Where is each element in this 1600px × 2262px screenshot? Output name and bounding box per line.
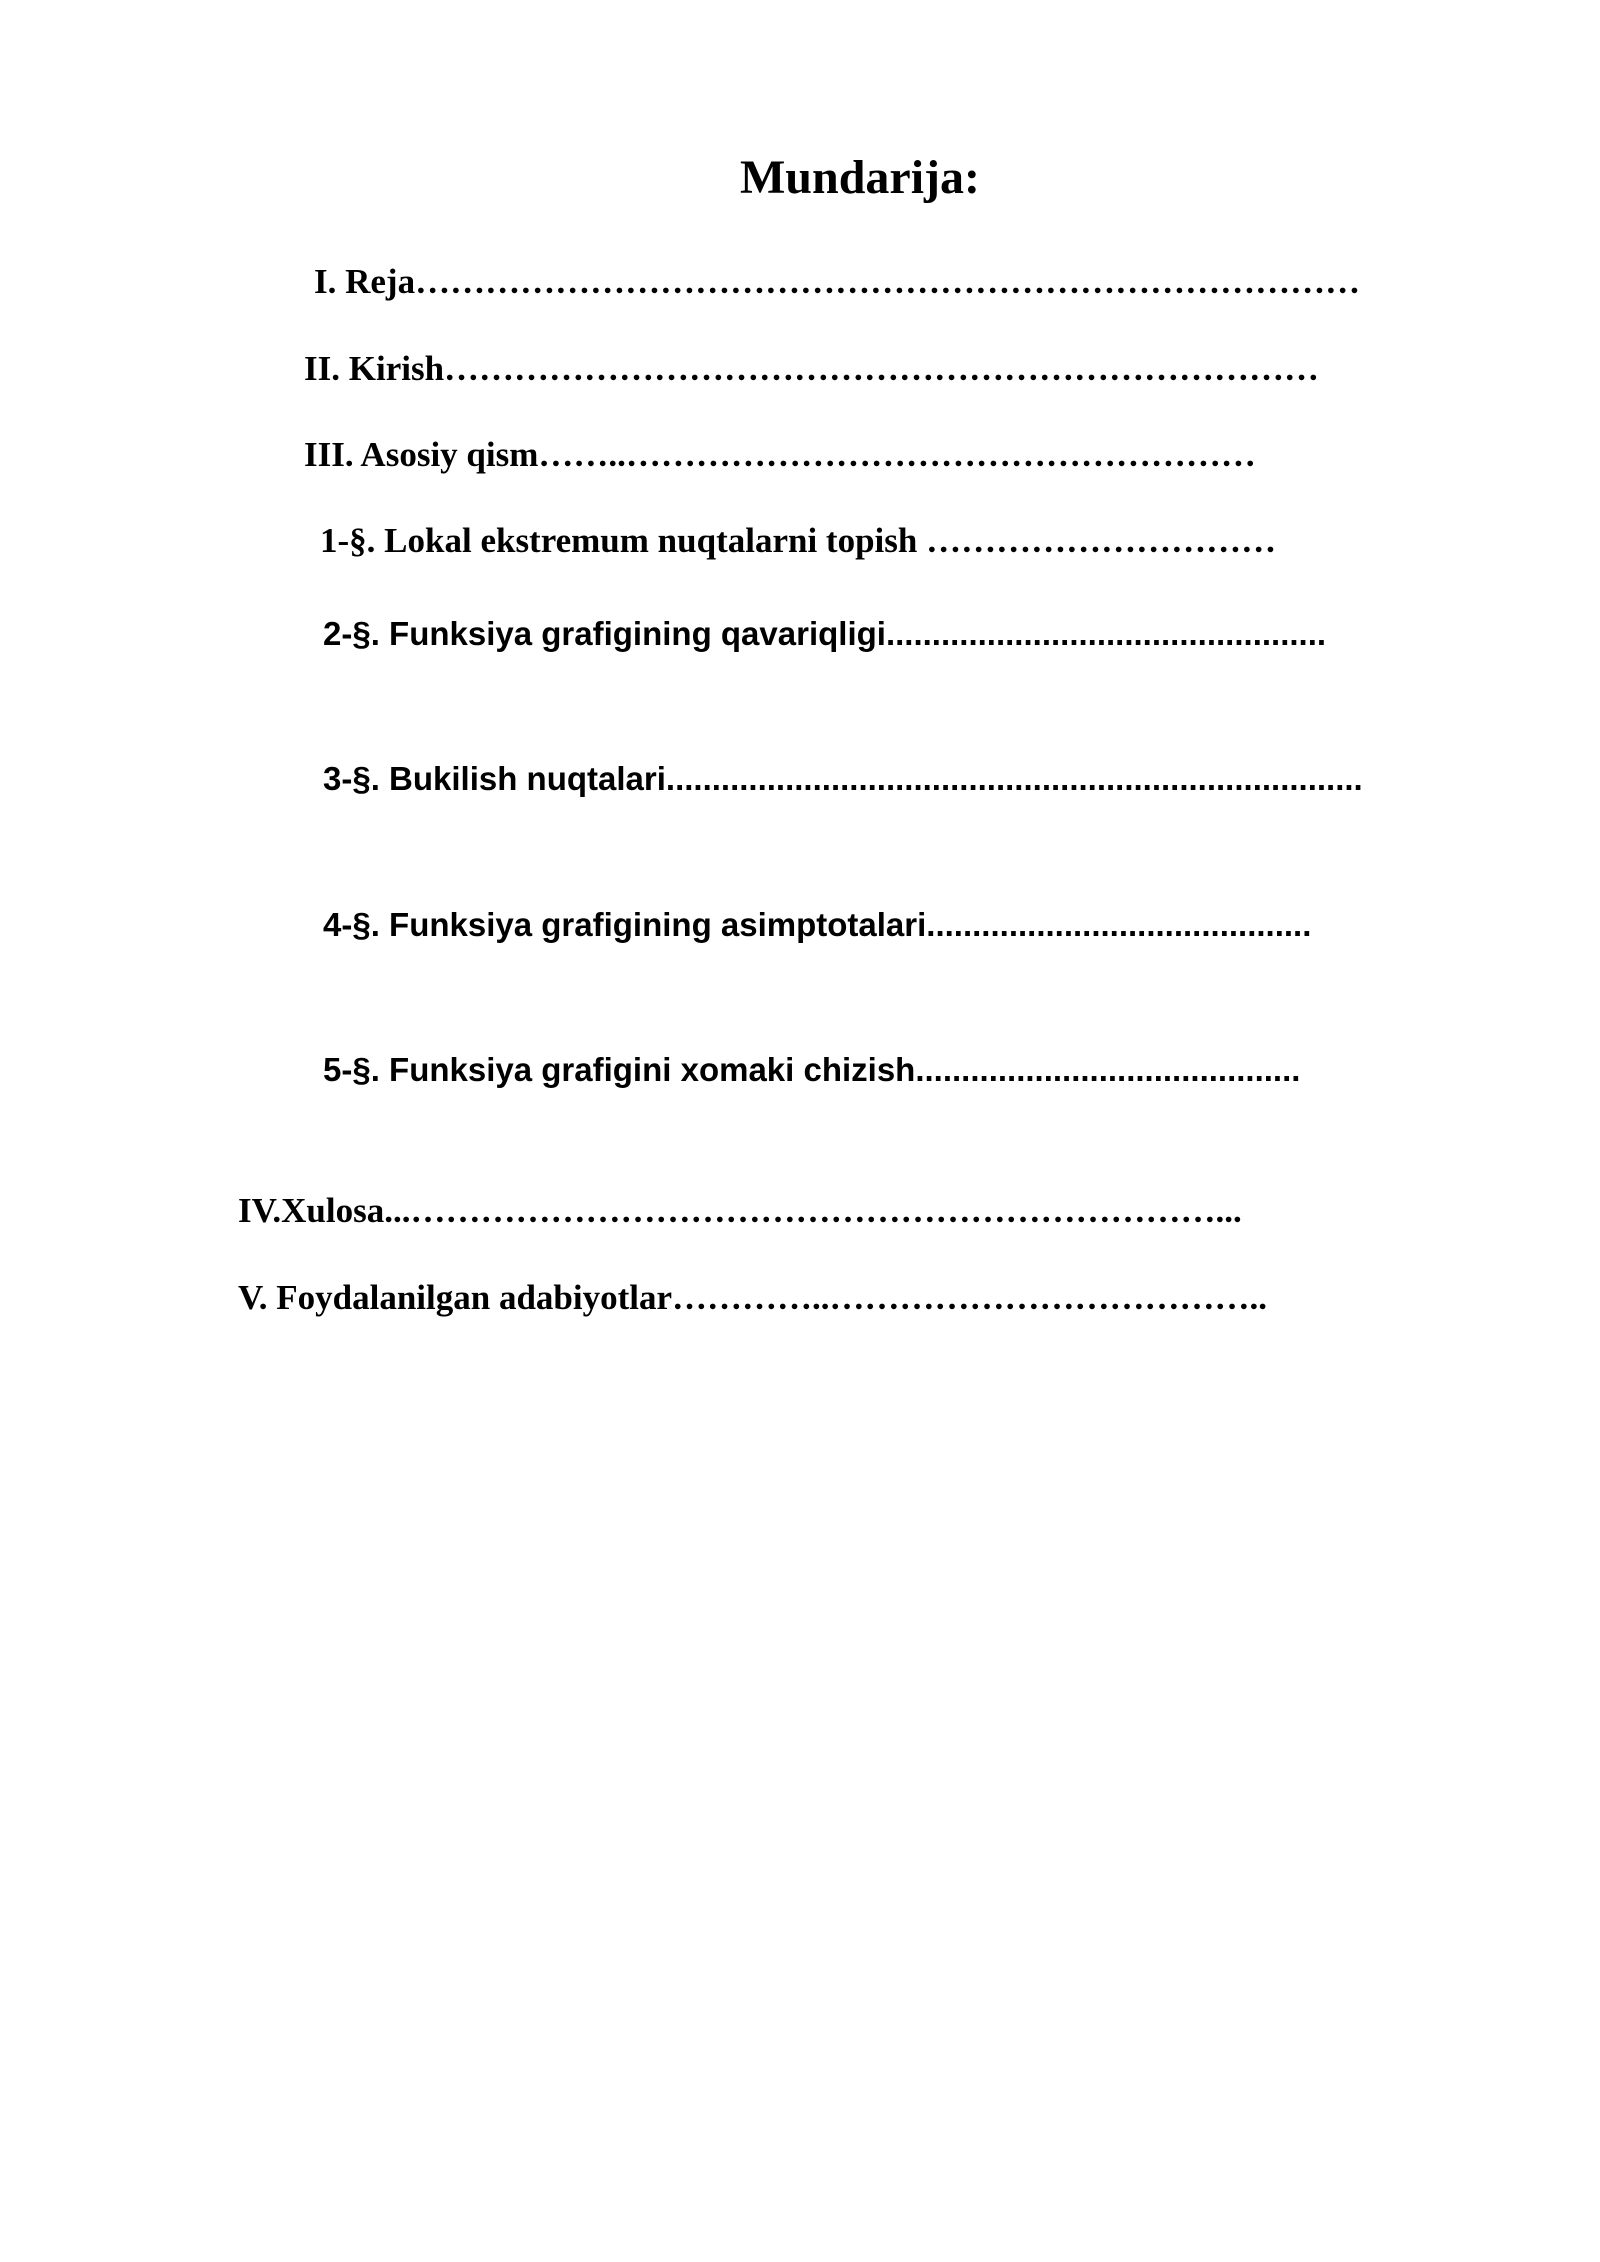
toc-entry-asosiy-qism: III. Asosiy qism……..……………………………………………… — [304, 435, 1256, 474]
toc-entry-section-1: 1-§. Lokal ekstremum nuqtalarni topish ………………………… — [320, 521, 1277, 560]
toc-entry-section-3: 3-§. Bukilish nuqtalari............................................................................ — [323, 760, 1363, 797]
toc-entry-section-2: 2-§. Funksiya grafigining qavariqligi................................................ — [323, 615, 1327, 652]
toc-entry-xulosa: IV.Xulosa...……………………………………………………………... — [238, 1191, 1242, 1230]
toc-entry-kirish: II. Kirish………………………………………………………………… — [304, 349, 1320, 388]
toc-entry-section-5: 5-§. Funksiya grafigini xomaki chizish.......................................... — [323, 1051, 1301, 1088]
toc-entry-section-4: 4-§. Funksiya grafigining asimptotalari.......................................... — [323, 906, 1312, 943]
page-title: Mundarija: — [740, 151, 980, 204]
toc-entry-adabiyotlar: V. Foydalanilgan adabiyotlar…………..……………………………….. — [238, 1278, 1268, 1317]
toc-entry-reja: I. Reja……………………………………………………………………… — [314, 262, 1361, 301]
